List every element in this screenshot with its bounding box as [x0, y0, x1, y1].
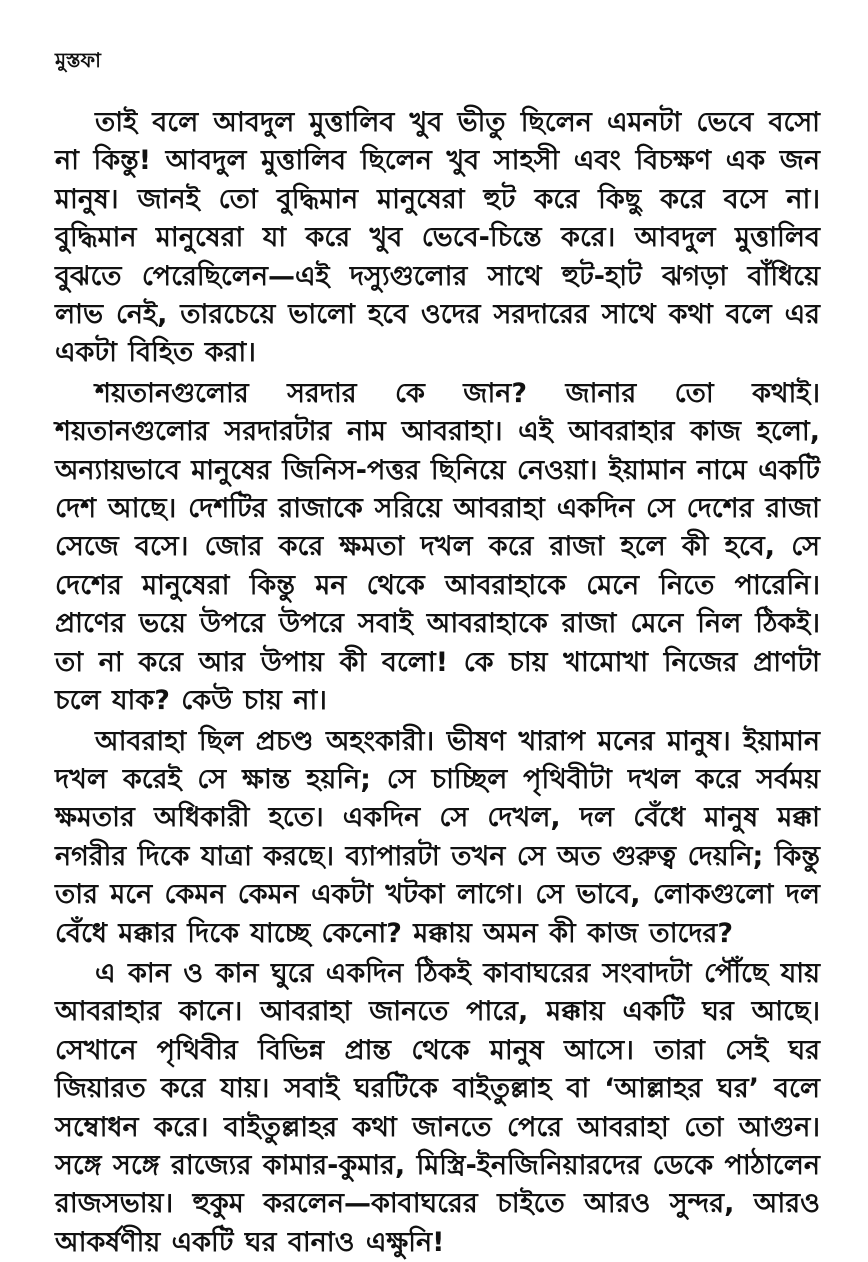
paragraph: তাই বলে আবদুল মুত্তালিব খুব ভীতু ছিলেন এমনটা ভেবে বসো না কিন্তু! আবদুল মুত্তালিব ছিলেন খুব সাহসী এবং বিচক্ষণ এক জন মানুষ। জানই তো বুদ্ধিমান মানুষেরা হুট করে কিছু করে বসে না। বুদ্ধিমান মানুষেরা যা করে খুব ভেবে-চিন্তে করে। আবদুল মুত্তালিব বুঝতে পেরেছিলেন—এই দস্যুগুলোর সাথে হুট-হাট ঝগড়া বাঁধিয়ে লাভ নেই, তারচেয়ে ভালো হবে ওদের সরদারের সাথে কথা বলে এর একটা বিহিত করা। — [55, 107, 820, 369]
paragraph: এ কান ও কান ঘুরে একদিন ঠিকই কাবাঘরের সংবাদটা পৌঁছে যায় আবরাহার কানে। আবরাহা জানতে পারে, মক্কায় একটি ঘর আছে। সেখানে পৃথিবীর বিভিন্ন প্রান্ত থেকে মানুষ আসে। তারা সেই ঘর জিয়ারত করে যায়। সবাই ঘরটিকে বাইতুল্লাহ বা ‘আল্লাহর ঘর’ বলে সম্বোধন করে। বাইতুল্লাহর কথা জানতে পেরে আবরাহা তো আগুন। সঙ্গে সঙ্গে রাজ্যের কামার-কুমার, মিস্ত্রি-ইনজিনিয়ারদের ডেকে পাঠালেন রাজসভায়। হুকুম করলেন—কাবাঘরের চাইতে আরও সুন্দর, আরও আকর্ষণীয় একটি ঘর বানাও এক্ষুনি! — [55, 957, 821, 1258]
running-head: মুস্তফা — [55, 48, 101, 72]
paragraph: শয়তানগুলোর সরদার কে জান? জানার তো কথাই। শয়তানগুলোর সরদারটার নাম আবরাহা। এই আবরাহার কাজ হলো, অন্যায়ভাবে মানুষের জিনিস-পত্তর ছিনিয়ে নেওয়া। ইয়ামান নামে একটি দেশ আছে। দেশটির রাজাকে সরিয়ে আবরাহা একদিন সে দেশের রাজা সেজে বসে। জোর করে ক্ষমতা দখল করে রাজা হলে কী হবে, সে দেশের মানুষেরা কিন্তু মন থেকে আবরাহাকে মেনে নিতে পারেনি। প্রাণের ভয়ে উপরে উপরে সবাই আবরাহাকে রাজা মেনে নিল ঠিকই। তা না করে আর উপায় কী বলো! কে চায় খামোখা নিজের প্রাণটা চলে যাক? কেউ চায় না। — [55, 377, 820, 717]
body-text — [55, 104, 820, 1262]
paragraph: আবরাহা ছিল প্রচণ্ড অহংকারী। ভীষণ খারাপ মনের মানুষ। ইয়ামান দখল করেই সে ক্ষান্ত হয়নি; সে চাচ্ছিল পৃথিবীটা দখল করে সর্বময় ক্ষমতার অধিকারী হতে। একদিন সে দেখল, দল বেঁধে মানুষ মক্কা নগরীর দিকে যাত্রা করছে। ব্যাপারটা তখন সে অত গুরুত্ব দেয়নি; কিন্তু তার মনে কেমন কেমন একটা খটকা লাগে। সে ভাবে, লোকগুলো দল বেঁধে মক্কার দিকে যাচ্ছে কেনো? মক্কায় অমন কী কাজ তাদের? — [55, 725, 820, 949]
